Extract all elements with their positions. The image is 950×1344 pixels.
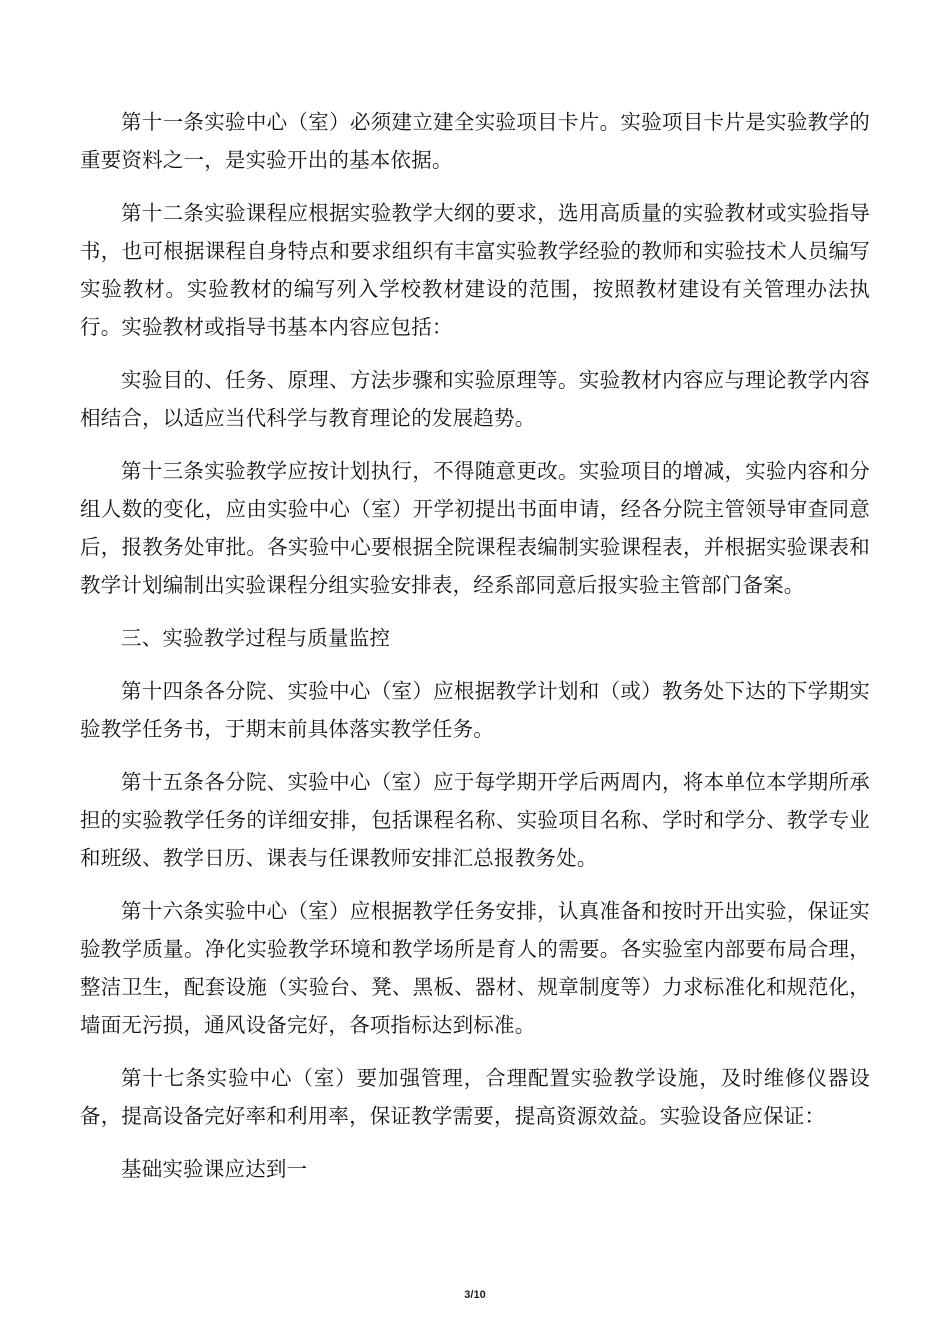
paragraph-article-16: 第十六条实验中心（室）应根据教学任务安排，认真准备和按时开出实验，保证实验教学质量。净化实验教学环境和教学场所是育人的需要。各实验室内部要布局合理，整洁卫生，配套设施（实验台、凳、黑板、器材、规章制度等）力求标准化和规范化，墙面无污损，通风设备完好，各项指标达到标准。 <box>80 899 870 1037</box>
paragraph-article-11: 第十一条实验中心（室）必须建立建全实验项目卡片。实验项目卡片是实验教学的重要资料之一，是实验开出的基本依据。 <box>80 110 870 172</box>
paragraph-article-15: 第十五条各分院、实验中心（室）应于每学期开学后两周内，将本单位本学期所承担的实验教学任务的详细安排，包括课程名称、实验项目名称、学时和学分、教学专业和班级、教学日历、课表与任课教师安排汇总报教务处。 <box>80 770 870 870</box>
page-number: 3/10 <box>464 1289 486 1301</box>
paragraph-truncated: 基础实验课应达到一 <box>121 1157 308 1181</box>
section-heading: 三、实验教学过程与质量监控 <box>121 626 391 650</box>
document-body <box>80 103 870 1203</box>
paragraph-article-13: 第十三条实验教学应按计划执行，不得随意更改。实验项目的增减，实验内容和分组人数的变化，应由实验中心（室）开学初提出书面申请，经各分院主管领导审查同意后，报教务处审批。各实验中心要根据全院课程表编制实验课程表，并根据实验课表和教学计划编制出实验课程分组实验安排表，经系部同意后报实验主管部门备案。 <box>80 459 870 597</box>
paragraph-article-12: 第十二条实验课程应根据实验教学大纲的要求，选用高质量的实验教材或实验指导书，也可根据课程自身特点和要求组织有丰富实验教学经验的教师和实验技术人员编写实验教材。实验教材的编写列入学校教材建设的范围，按照教材建设有关管理办法执行。实验教材或指导书基本内容应包括： <box>80 201 870 339</box>
paragraph-textbook-contents: 实验目的、任务、原理、方法步骤和实验原理等。实验教材内容应与理论教学内容相结合，以适应当代科学与教育理论的发展趋势。 <box>80 368 870 430</box>
paragraph-article-17: 第十七条实验中心（室）要加强管理，合理配置实验教学设施，及时维修仪器设备，提高设备完好率和利用率，保证教学需要，提高资源效益。实验设备应保证： <box>80 1066 870 1128</box>
paragraph-article-14: 第十四条各分院、实验中心（室）应根据教学计划和（或）教务处下达的下学期实验教学任务书，于期末前具体落实教学任务。 <box>80 679 870 741</box>
